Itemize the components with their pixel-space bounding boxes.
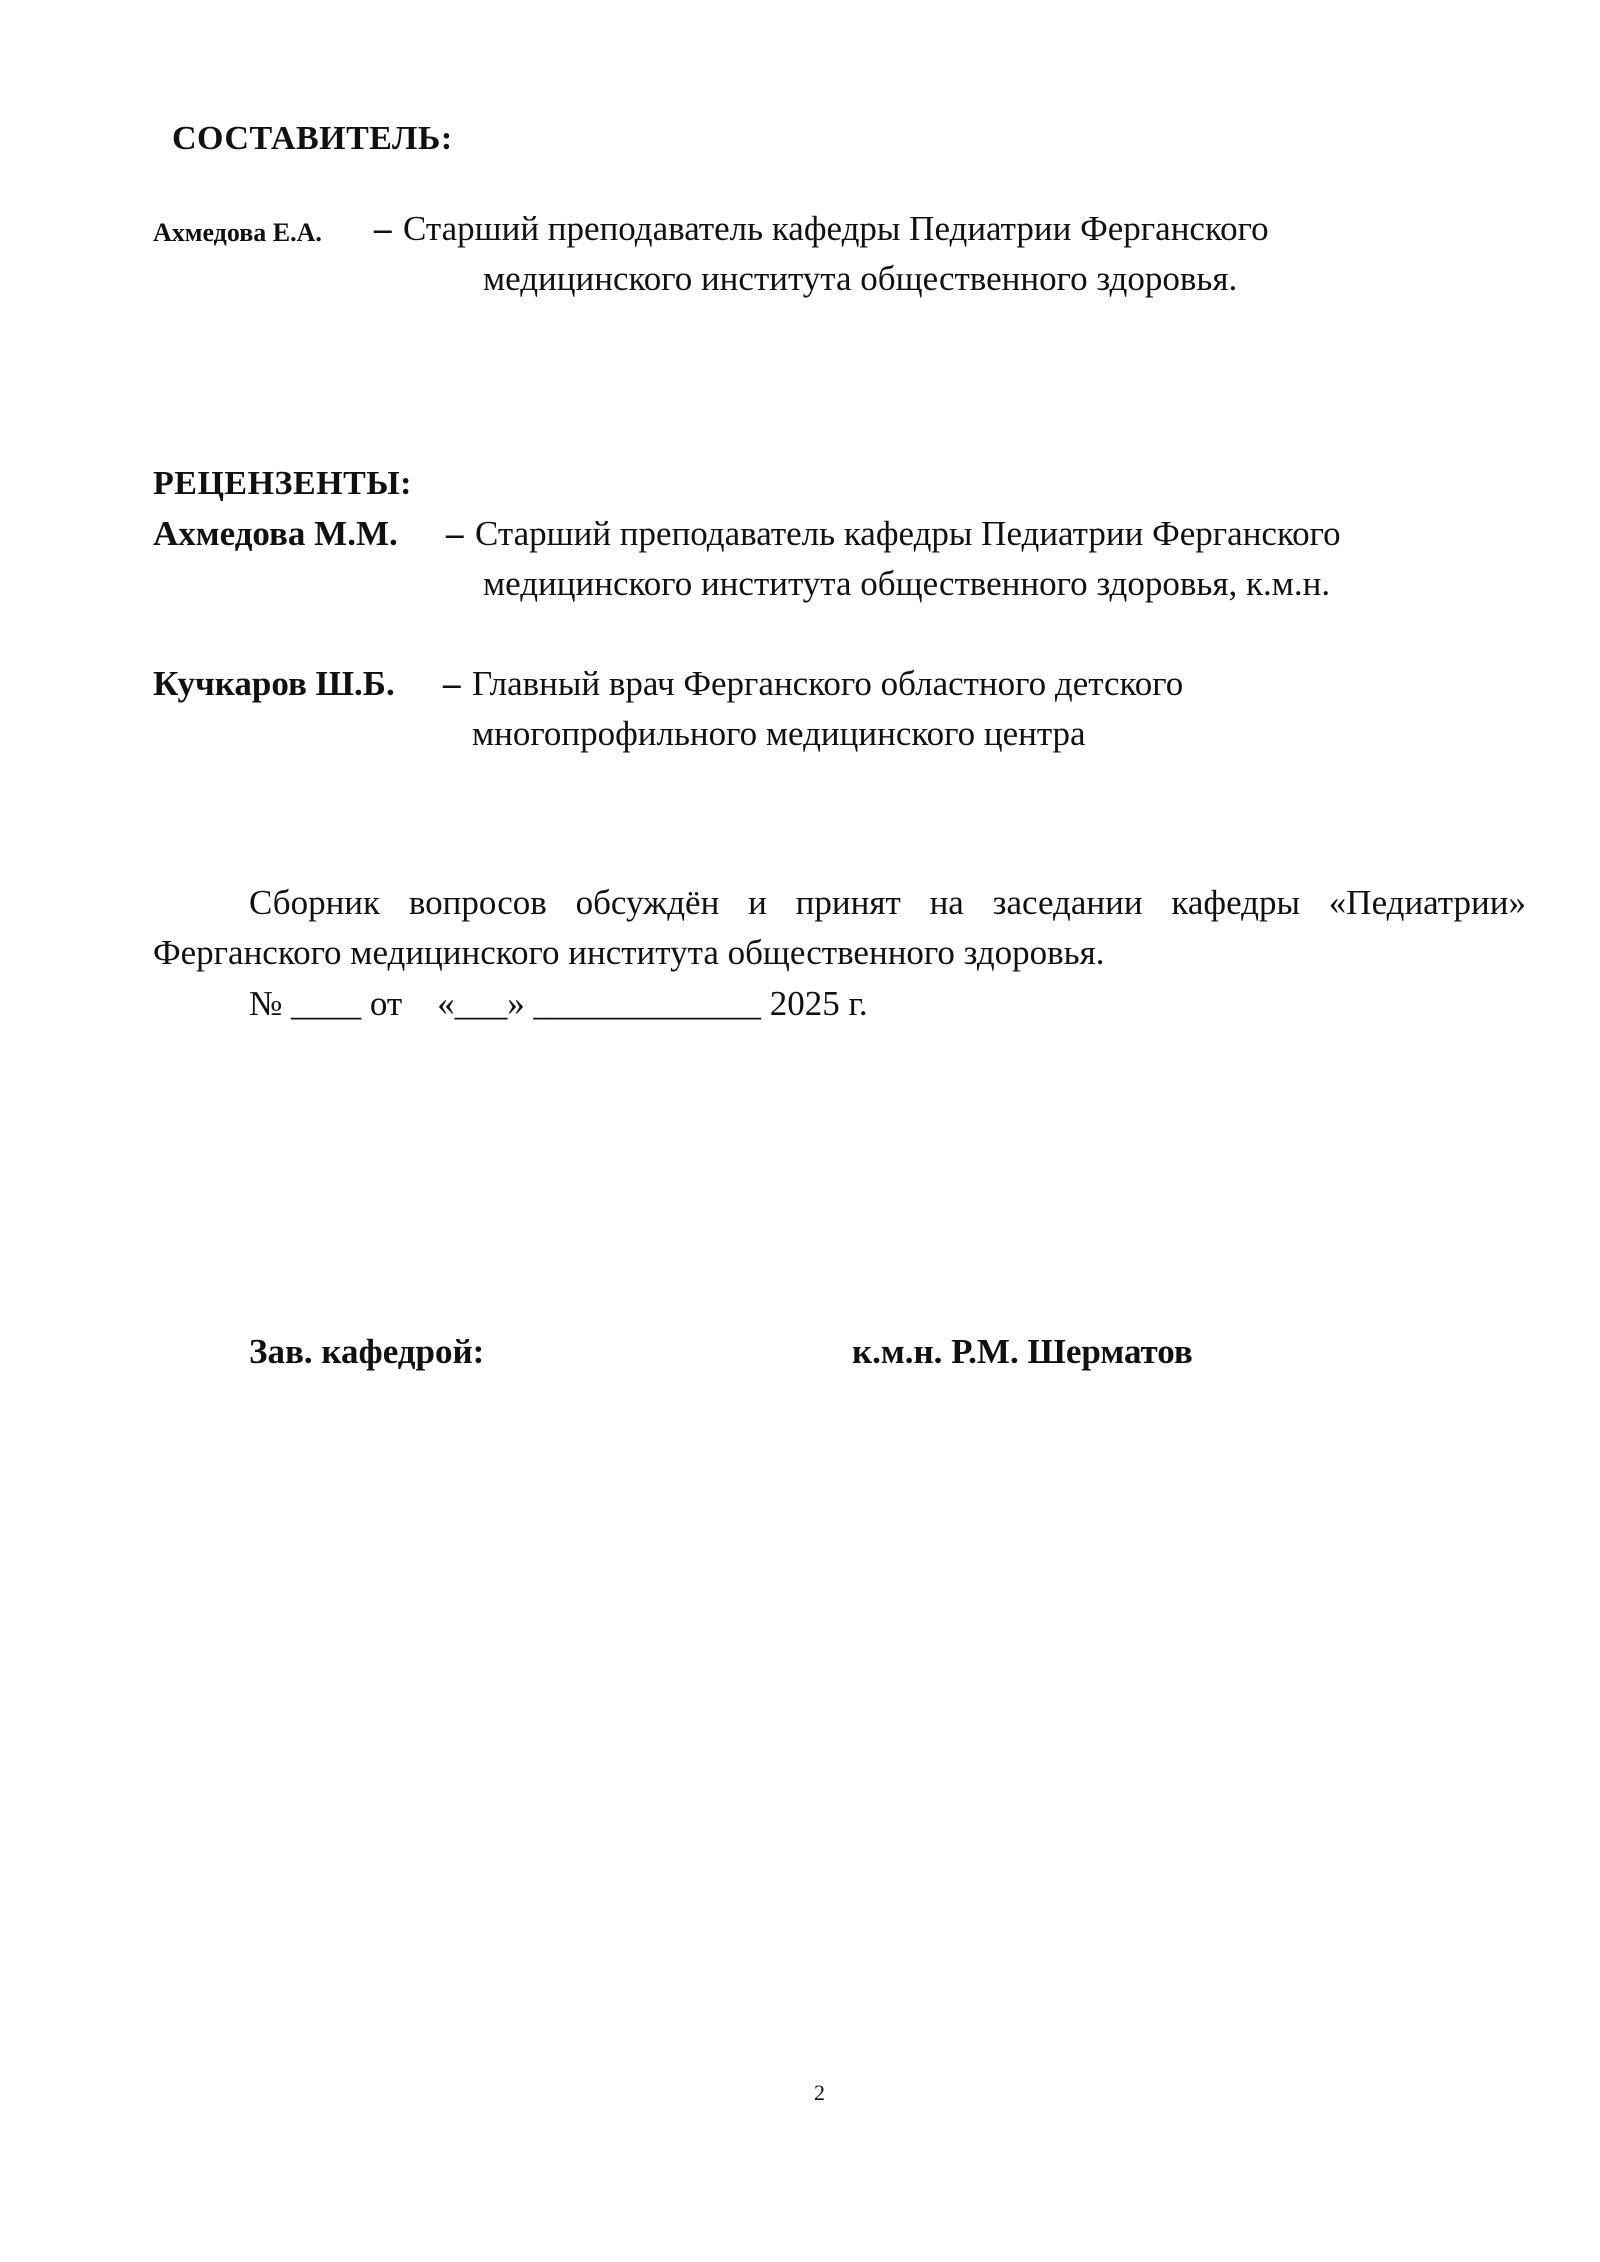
compiler-heading: СОСТАВИТЕЛЬ: [172, 120, 453, 157]
reviewer-1-position-line2: медицинского института общественного здоровья, к.м.н. [483, 564, 1331, 603]
reviewer-2-name: Кучкаров Ш.Б. [153, 664, 395, 703]
page-number: 2 [814, 2080, 825, 2105]
reviewer-2-position-line1: Главный врач Ферганского областного детского [472, 664, 1184, 703]
reviewer-1-name: Ахмедова М.М. [153, 514, 398, 553]
signature-label: Зав. кафедрой: [249, 1332, 485, 1371]
approval-paragraph [153, 878, 1526, 978]
signature-person: к.м.н. Р.М. Шерматов [852, 1332, 1193, 1371]
reviewer-2-dash: – [443, 664, 461, 703]
reviewer-1-dash: – [446, 514, 464, 553]
compiler-name: Ахмедова Е.А. [153, 218, 322, 247]
compiler-position-line2: медицинского института общественного здоровья. [483, 259, 1238, 298]
approval-text: Сборник вопросов обсуждён и принят на заседании кафедры «Педиатрии» Ферганского медицинского института общественного здоровья. [153, 883, 1526, 972]
reviewer-2-position-line2: многопрофильного медицинского центра [472, 714, 1086, 753]
reviewer-1-position-line1: Старший преподаватель кафедры Педиатрии Ферганского [475, 514, 1341, 553]
protocol-line: № ____ от «___» _____________ 2025 г. [249, 984, 868, 1023]
compiler-position-line1: Старший преподаватель кафедры Педиатрии Ферганского [403, 209, 1269, 248]
compiler-dash: – [374, 209, 392, 248]
reviewers-heading: РЕЦЕНЗЕНТЫ: [153, 465, 412, 502]
